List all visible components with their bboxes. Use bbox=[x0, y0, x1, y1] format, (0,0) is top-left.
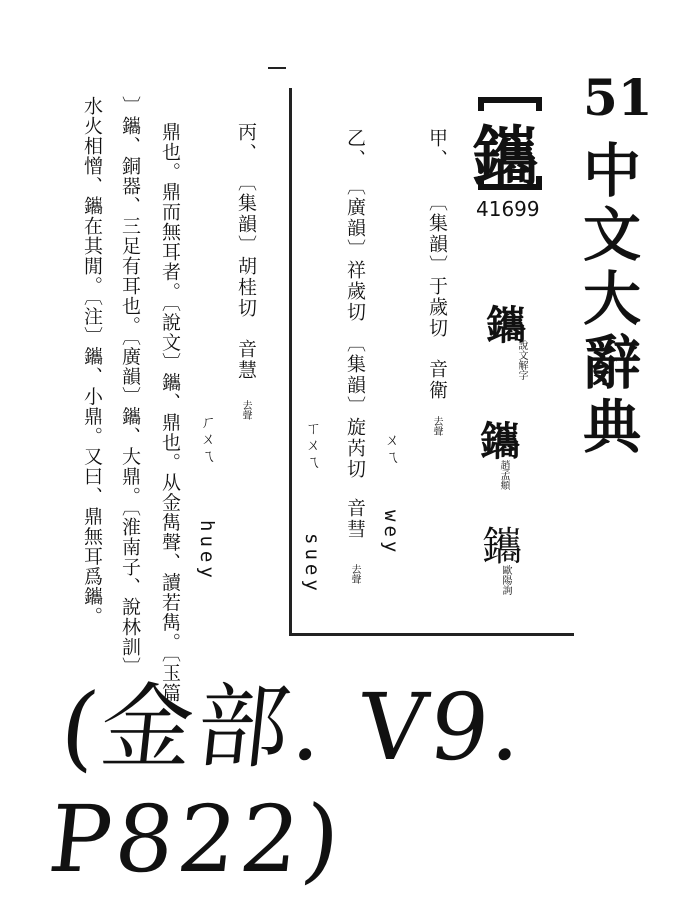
box-bottom-border bbox=[289, 633, 574, 636]
zhuyin-jia: ㄨㄟ bbox=[383, 432, 401, 466]
fanqie2: 旋芮切 bbox=[344, 417, 366, 480]
entry-bing bbox=[236, 122, 255, 381]
top-rule bbox=[268, 67, 286, 69]
romanization-yi: suey bbox=[301, 533, 323, 595]
entry-jia bbox=[427, 128, 446, 423]
definition-line-1: 鼎也。鼎而無耳者。〔說文〕鑴、鼎也。从金雋聲、讀若雋。〔玉篇 bbox=[159, 122, 181, 703]
box-left-border bbox=[289, 88, 292, 636]
romanization-bing: huey bbox=[196, 520, 218, 582]
definition-line-2: 〕鑴、銅器、三足有耳也。〔廣韻〕鑴、大鼎。〔淮南子、說林訓〕 bbox=[119, 96, 141, 677]
variant-glyph-3: 鑴 bbox=[482, 524, 522, 570]
source: 〔集韻〕 bbox=[426, 192, 448, 276]
tone-yi: 去聲 bbox=[349, 564, 360, 584]
fanqie: 于歲切 bbox=[426, 276, 448, 339]
yin: 音 bbox=[235, 339, 257, 360]
definition-line-3: 水火相憎、鑴在其閒。〔注〕鑴、小鼎。又曰、鼎無耳爲鑴。 bbox=[81, 96, 103, 627]
homophone: 慧 bbox=[235, 360, 257, 381]
zhuyin-yi: ㄒㄨㄟ bbox=[304, 420, 322, 471]
source: 〔廣韻〕 bbox=[344, 176, 366, 260]
entry-label: 甲、 bbox=[426, 128, 448, 170]
handwritten-note: (金部. V9. P822) bbox=[44, 674, 532, 893]
source: 〔集韻〕 bbox=[235, 172, 257, 256]
entry-label: 乙、 bbox=[344, 128, 366, 170]
index-number: 41699 bbox=[476, 197, 540, 221]
variant-glyph-2: 鑴 bbox=[480, 419, 520, 465]
variant-glyph-1: 鑴 bbox=[486, 303, 526, 349]
entry-label: 丙、 bbox=[235, 122, 257, 164]
source2: 〔集韻〕 bbox=[344, 333, 366, 417]
entry-yi bbox=[345, 128, 364, 540]
volume-number: 51 bbox=[583, 68, 653, 127]
tone-bing: 去聲 bbox=[240, 400, 251, 420]
yin: 音 bbox=[426, 359, 448, 380]
fanqie: 祥歲切 bbox=[344, 260, 366, 323]
tone-jia: 去聲 bbox=[431, 416, 442, 436]
headword-character: 鑴 bbox=[472, 119, 538, 196]
variant-caption-2: 趙孟頫 bbox=[498, 460, 509, 490]
fanqie: 胡桂切 bbox=[235, 256, 257, 319]
variant-caption-3: 歐陽詢 bbox=[500, 565, 511, 595]
yin: 音 bbox=[344, 498, 366, 519]
dictionary-title: 中文大辭典 bbox=[573, 140, 641, 460]
homophone: 衛 bbox=[426, 380, 448, 401]
homophone: 彗 bbox=[344, 519, 366, 540]
zhuyin-bing: ㄏㄨㄟ bbox=[199, 414, 217, 465]
variant-caption-1: 說文解字 bbox=[516, 340, 527, 380]
romanization-jia: wey bbox=[380, 510, 402, 557]
